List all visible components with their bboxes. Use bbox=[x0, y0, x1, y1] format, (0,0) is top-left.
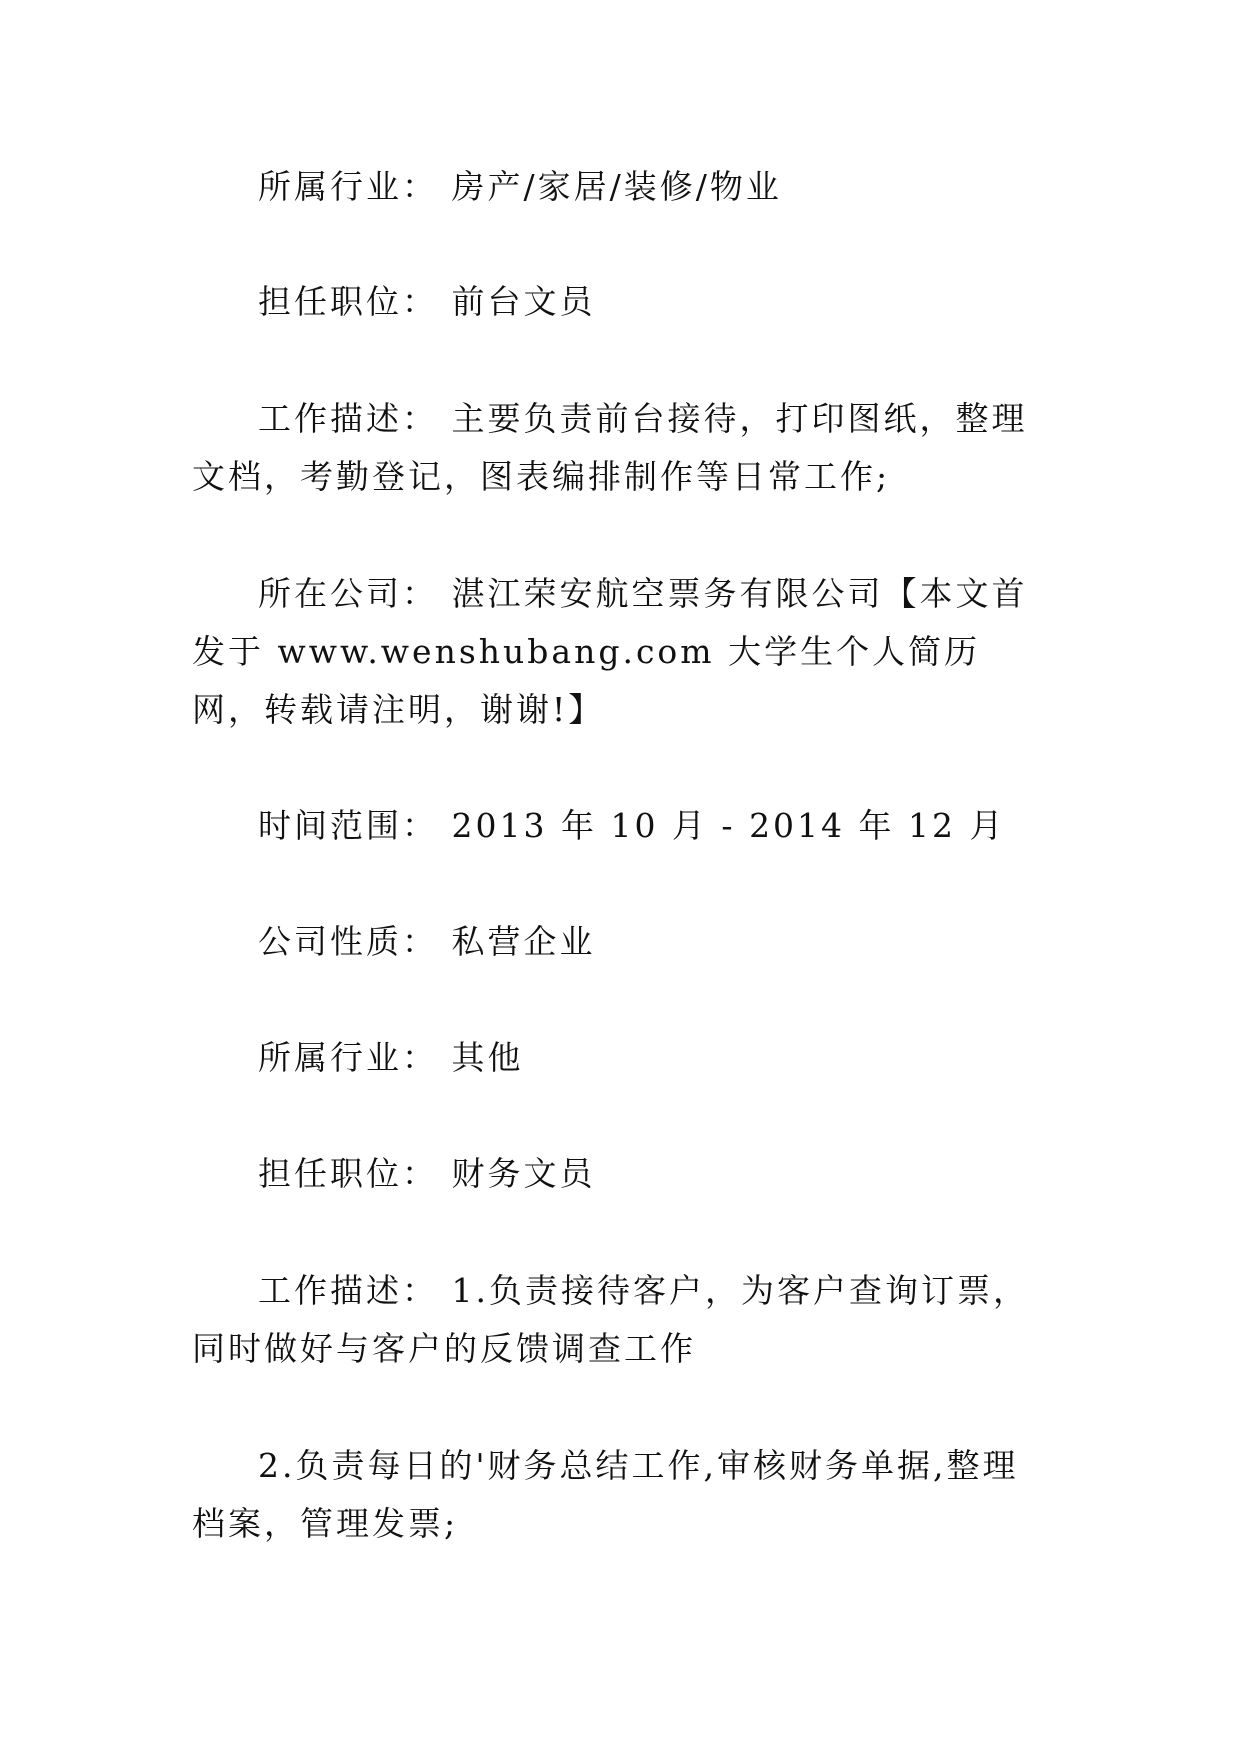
job-description-2: 工作描述： 1.负责接待客户，为客户查询订票，同时做好与客户的反馈调查工作 bbox=[192, 1271, 1029, 1368]
job-description-2-item-2: 2.负责每日的'财务总结工作,审核财务单据,整理档案，管理发票; bbox=[192, 1446, 1019, 1543]
company-line: 所在公司： 湛江荣安航空票务有限公司【本文首发于 www.wenshubang.com 大学生个人简历网，转载请注明，谢谢!】 bbox=[192, 574, 1028, 729]
position-line-2: 担任职位： 财务文员 bbox=[258, 1154, 596, 1193]
company-type-line: 公司性质： 私营企业 bbox=[258, 922, 596, 961]
industry-line-2: 所属行业： 其他 bbox=[258, 1038, 524, 1077]
industry-line-1: 所属行业： 房产/家居/装修/物业 bbox=[258, 167, 782, 206]
time-range-line: 时间范围： 2013 年 10 月 - 2014 年 12 月 bbox=[258, 806, 1006, 845]
job-description-1: 工作描述： 主要负责前台接待，打印图纸，整理文档，考勤登记，图表编排制作等日常工作; bbox=[192, 399, 1028, 496]
position-line-1: 担任职位： 前台文员 bbox=[258, 282, 596, 321]
